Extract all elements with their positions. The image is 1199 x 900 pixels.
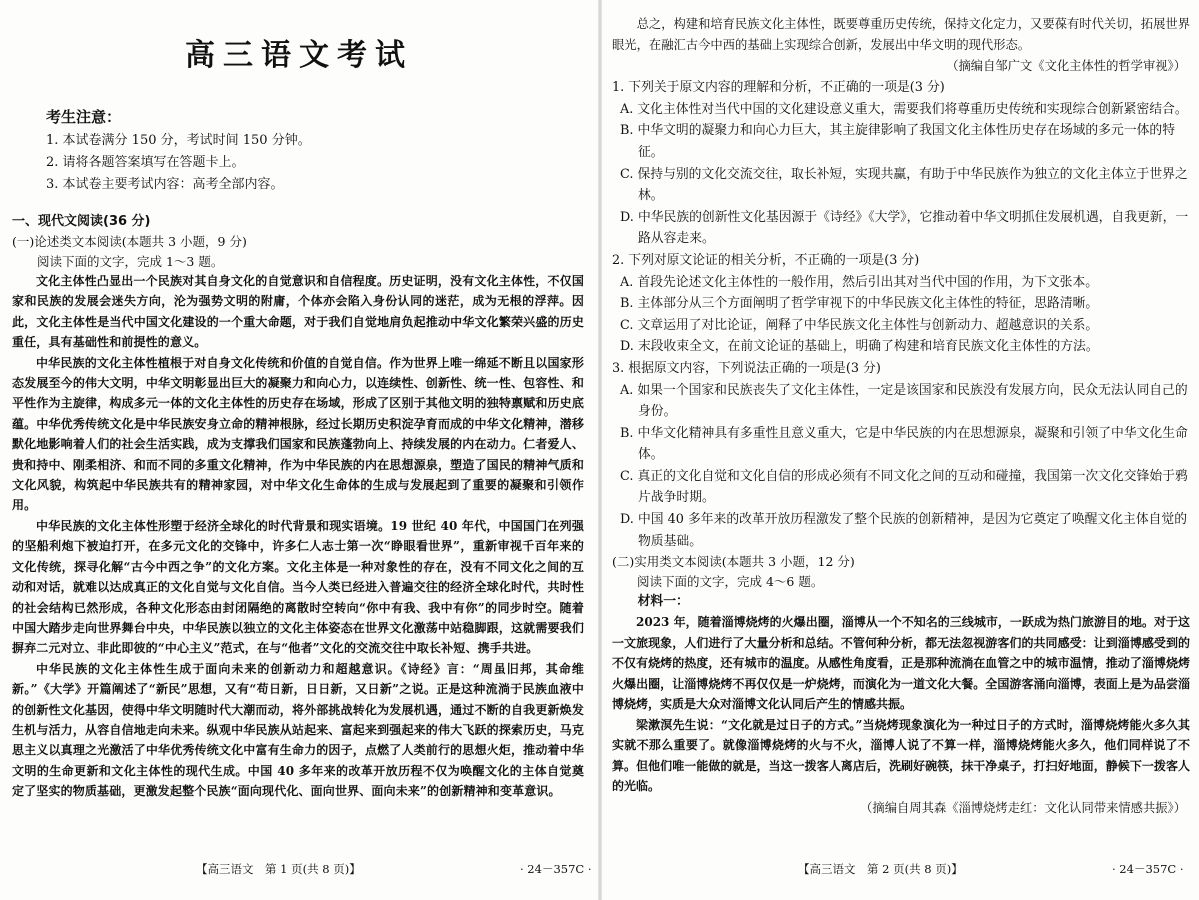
exam-page-1 xyxy=(0,0,598,900)
material-heading: 材料一： xyxy=(637,594,689,610)
notice-item: 3. 本试卷主要考试内容：高考全部内容。 xyxy=(46,177,284,192)
question-stem: 3. 根据原文内容，下列说法正确的一项是(3 分) xyxy=(612,360,881,376)
question-stem: 1. 下列关于原文内容的理解和分析，不正确的一项是(3 分) xyxy=(612,80,945,96)
instruction: 阅读下面的文字，完成 4～6 题。 xyxy=(637,573,824,589)
notice-heading: 考生注意： xyxy=(46,108,122,126)
page-code: · 24－357C · xyxy=(1112,862,1184,876)
reading-passage-1 xyxy=(12,212,584,802)
questions-column xyxy=(612,14,1190,819)
answer-option: C. 文章运用了对比论证，阐释了中华民族文化主体性与创新动力、超越意识的关系。 xyxy=(620,317,1099,333)
passage-paragraph: 中华民族的文化主体性生成于面向未来的创新动力和超越意识。《诗经》言：“周虽旧邦，其命维新。”《大学》开篇阐述了“新民”思想，又有“苟日新，日日新，又日新”之说。正是这种流淌于民族血液中的创新性文化基因，使得中华文明随时代大潮而动，将外部挑战转化为发展机遇，通过不断的自我更新焕发生机与活力，从容自信地走向未来。纵观中华民族从站起来、富起来到强起来的伟大飞跃的探索历史，马克思主义以真理之光激活了中华优秀传统文化中富有生命力的因子，点燃了人类前行的思想火炬，推动着中华文明的生命更新和文化主体性的现代生成。中国 40 多年来的改革开放历程不仅为唤醒文化的主体自觉奠定了坚实的物质基础，更激发起整个民族“面向现代化、面向世界、面向未来”的创新精神和变革意识。 xyxy=(12,661,584,799)
answer-option: D. 中国 40 多年来的改革开放历程激发了整个民族的创新精神，是因为它奠定了唤醒文化主体自觉的物质基础。 xyxy=(620,512,1188,549)
page-code: · 24－357C · xyxy=(520,862,592,876)
passage-paragraph: 中华民族的文化主体性植根于对自身文化传统和价值的自觉自信。作为世界上唯一绵延不断且以国家形态发展至今的伟大文明，中华文明彰显出巨大的凝聚力和向心力，以连续性、创新性、统一性、包容性、和平性作为主旋律，构成多元一体的文化主体性的历史存在场域，形成了区别于其他文明的独特禀赋和历史底蕴。中华优秀传统文化是中华民族安身立命的精神根脉，经过长期历史积淀孕育而成的中华文化精神，潜移默化地影响着人们的社会生活实践，成为支撑我们国家和民族蓬勃向上、持续发展的内在动力。仁者爱人、贵和持中、刚柔相济、和而不同的多重文化精神，作为中华民族的内在思想源泉，塑造了国民的精神气质和文化风貌，构筑起中华民族共有的精神家园，对中华文化生命体的生成与发展起到了重要的凝聚和引领作用。 xyxy=(12,355,584,513)
source-citation: （摘编自邹广文《文化主体性的哲学审视》） xyxy=(946,59,1186,74)
page-footer-label: 【高三语文 第 1 页(共 8 页)】 xyxy=(196,862,361,876)
answer-option: A. 如果一个国家和民族丧失了文化主体性，一定是该国家和民族没有发展方向，民众无法认同自己的身份。 xyxy=(620,382,1188,420)
page-footer-label: 【高三语文 第 2 页(共 8 页)】 xyxy=(798,862,963,876)
exam-page-2 xyxy=(602,0,1199,900)
answer-option: D. 中华民族的创新性文化基因源于《诗经》《大学》，它推动着中华文明抓住发展机遇，自我更新，一路从容走来。 xyxy=(620,209,1189,247)
instruction: 阅读下面的文字，完成 1～3 题。 xyxy=(37,253,224,269)
passage-paragraph: 文化主体性凸显出一个民族对其自身文化的自觉意识和自信程度。历史证明，没有文化主体性，不仅国家和民族的发展会迷失方向，沦为强势文明的附庸，个体亦会陷入身份认同的迷茫，成为无根的浮萍。因此，文化主体性是当代中国文化建设的一个重大命题，对于我们自觉地肩负起推动中华文化繁荣兴盛的历史重任，具有基础性和前提性的意义。 xyxy=(12,274,584,350)
passage-paragraph: 中华民族的文化主体性形塑于经济全球化的时代背景和现实语境。19 世纪 40 年代，中国国门在列强的坚船利炮下被迫打开，在多元文化的交锋中，许多仁人志士第一次“睁眼看世界”，重新审视千百年来的文化传统，探寻化解“古今中西之争”的文化方案。文化主体是一种对象性的存在，没有不同文化之间的互动和对话，就难以达成真正的文化自觉与文化自信。当今人类已经进入普遍交往的经济全球化时代，共时性的社会结构已然形成，各种文化形态由封闭隔绝的离散时空转向“你中有我、我中有你”的同步时空。随着中国大踏步走向世界舞台中央，中华民族以独立的文化主体姿态在世界文化激荡中站稳脚跟，这就需要我们摒弃二元对立、非此即彼的“中心主义”范式，在与“他者”文化的交流交往中取长补短、携手共进。 xyxy=(12,518,584,656)
page-title: 高三语文考试 xyxy=(185,38,413,73)
answer-option: C. 真正的文化自觉和文化自信的形成必须有不同文化之间的互动和碰撞，我国第一次文化交锋始于鸦片战争时期。 xyxy=(620,468,1188,506)
answer-option: C. 保持与别的文化交流交往，取长补短，实现共赢，有助于中华民族作为独立的文化主体立于世界之林。 xyxy=(620,166,1188,204)
answer-option: D. 末段收束全文，在前文论证的基础上，明确了构建和培育民族文化主体性的方法。 xyxy=(620,339,1099,355)
answer-option: A. 文化主体性对当代中国的文化建设意义重大，需要我们将尊重历史传统和实现综合创新紧密结合。 xyxy=(620,101,1188,117)
answer-option: A. 首段先论述文化主体性的一般作用，然后引出其对当代中国的作用，为下文张本。 xyxy=(620,274,1099,290)
subsection-heading: (二)实用类文本阅读(本题共 3 小题，12 分) xyxy=(612,554,855,570)
answer-option: B. 主体部分从三个方面阐明了哲学审视下的中华民族文化主体性的特征，思路清晰。 xyxy=(620,296,1099,312)
answer-option: B. 中华文化精神具有多重性且意义重大，它是中华民族的内在思想源泉，凝聚和引领了中华文化生命体。 xyxy=(620,425,1188,463)
notice-list xyxy=(46,130,311,196)
subsection-heading: (一)论述类文本阅读(本题共 3 小题，9 分) xyxy=(12,234,247,249)
source-citation: （摘编自周其森《淄博烧烤走红：文化认同带来情感共振》） xyxy=(860,800,1186,815)
notice-item: 2. 请将各题答案填写在答题卡上。 xyxy=(46,155,245,170)
question-stem: 2. 下列对原文论证的相关分析，不正确的一项是(3 分) xyxy=(612,252,920,268)
section-heading: 一、现代文阅读(36 分) xyxy=(12,214,151,229)
answer-option: B. 中华文明的凝聚力和向心力巨大，其主旋律影响了我国文化主体性历史存在场域的多元一体的特征。 xyxy=(620,123,1176,160)
passage-paragraph: 总之，构建和培育民族文化主体性，既要尊重历史传统，保持文化定力，又要葆有时代关切，拓展世界眼光，在融汇古今中西的基础上实现综合创新，发展出中华文明的现代形态。 xyxy=(612,17,1190,52)
material-paragraph: 2023 年，随着淄博烧烤的火爆出圈，淄博从一个不知名的三线城市，一跃成为热门旅游目的地。对于这一文旅现象，人们进行了大量分析和总结。不管何种分析，都无法忽视游客们的共同感受：让到淄博感受到的不仅有烧烤的热度，还有城市的温度。从感性角度看，正是那种流淌在血管之中的城市温情，推动了淄博烧烤火爆出圈，让淄博烧烤不再仅仅是一炉烧烤，而演化为一道文化大餐。全国游客涌向淄博，表面上是为品尝淄博烧烤，实质是大众对淄博文化认同后产生的情感共振。 xyxy=(612,615,1190,712)
notice-item: 1. 本试卷满分 150 分，考试时间 150 分钟。 xyxy=(46,133,311,148)
material-paragraph: 梁漱溟先生说：“文化就是过日子的方式。”当烧烤现象演化为一种过日子的方式时，淄博烧烤能火多久其实就不那么重要了。就像淄博烧烤的火与不火，淄博人说了不算一样，淄博烧烤能火多久，他们同样说了不算。但他们唯一能做的就是，当这一拨客人离店后，洗刷好碗筷，抹干净桌子，打扫好地面，静候下一拨客人的光临。 xyxy=(612,717,1190,794)
